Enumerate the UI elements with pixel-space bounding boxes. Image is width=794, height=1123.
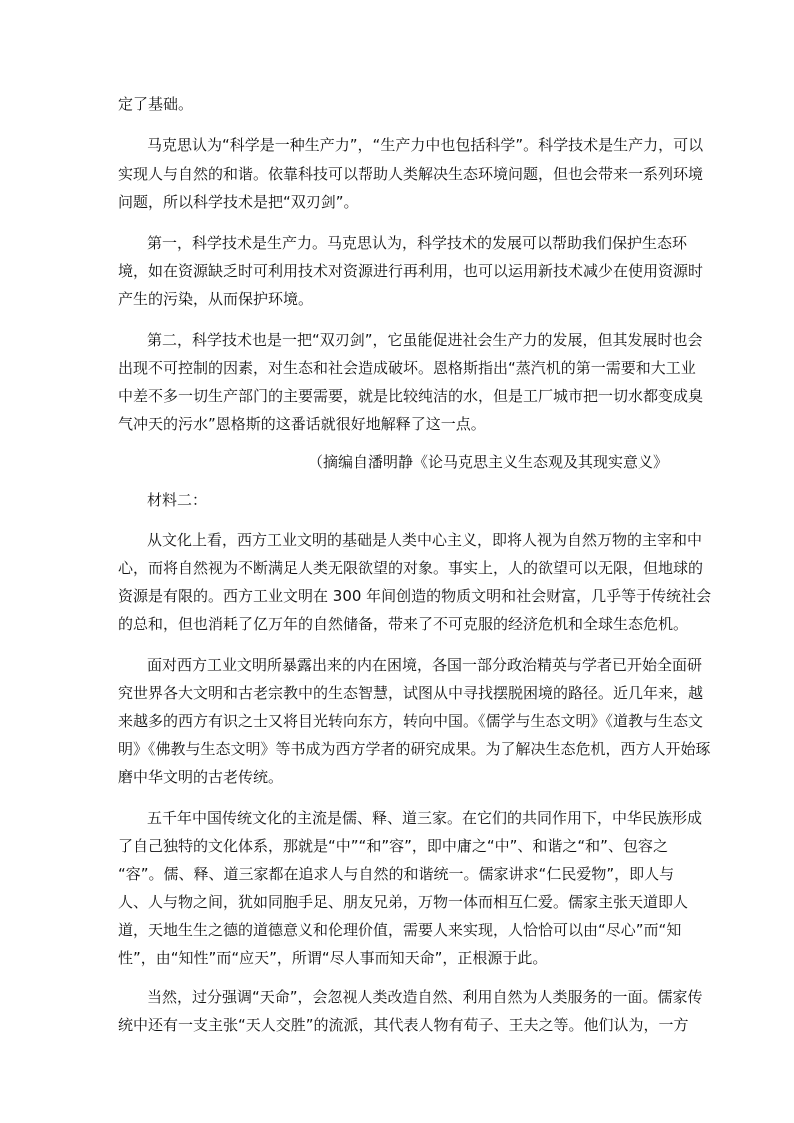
text-line: 气冲天的污水”恩格斯的这番话就很好地解释了这一点。: [118, 415, 486, 433]
text-line: 磨中华文明的古老传统。: [118, 768, 284, 786]
text-line: 中差不多一切生产部门的主要需要，就是比较纯洁的水，但是工厂城市把一切水都变成臭: [118, 387, 704, 405]
text-line: 实现人与自然的和谐。依靠科技可以帮助人类解决生态环境问题，但也会带来一系列环境: [118, 165, 704, 183]
text-line: 出现不可控制的因素，对生态和社会造成破坏。恩格斯指出“蒸汽机的第一需要和大工业: [118, 359, 696, 377]
text-line: 面对西方工业文明所暴露出来的内在困境，各国一部分政治精英与学者已开始全面研: [147, 656, 703, 674]
text-line: 了自己独特的文化体系，那就是“中”“和”容”，即中庸之“中”、和谐之“和”、包容之: [118, 837, 668, 855]
text-line: 心，而将自然视为不断满足人类无限欲望的对象。事实上，人的欲望可以无限，但地球的: [118, 559, 704, 577]
text-line: 性”，由“知性”而“应天”，所谓“尽人事而知天命”，正根源于此。: [118, 949, 548, 967]
text-line: 明》《佛教与生态文明》等书成为西方学者的研究成果。为了解决生态危机，西方人开始琢: [118, 740, 711, 758]
text-line: 的总和，但也消耗了亿万年的自然储备，带来了不可克服的经济危机和全球生态危机。: [118, 615, 689, 633]
text-line: 产生的污染，从而保护环境。: [118, 290, 314, 308]
text-line: 定了基础。: [118, 95, 194, 113]
text-line: 来越多的西方有识之士又将目光转向东方，转向中国。《儒学与生态文明》《道教与生态文: [118, 712, 704, 730]
text-line: 从文化上看，西方工业文明的基础是人类中心主义，即将人视为自然万物的主宰和中: [147, 531, 703, 549]
citation: （摘编自潘明静《论马克思主义生态观及其现实意义》: [307, 453, 668, 471]
section-heading: 材料二：: [147, 491, 208, 509]
text-line: 当然，过分强调“天命”，会忽视人类改造自然、利用自然为人类服务的一面。儒家传: [147, 988, 703, 1006]
text-line: 统中还有一支主张“天人交胜”的流派，其代表人物有荀子、王夫之等。他们认为，一方: [118, 1016, 689, 1034]
text-line: 马克思认为“科学是一种生产力”，“生产力中也包括科学”。科学技术是生产力，可以: [147, 136, 704, 154]
text-line: 问题，所以科学技术是把“双刃剑”。: [118, 193, 359, 211]
text-line: 第一，科学技术是生产力。马克思认为，科学技术的发展可以帮助我们保护生态环: [147, 234, 688, 252]
text-line: “容”。儒、释、道三家都在追求人与自然的和谐统一。儒家讲求“仁民爱物”，即人与: [118, 865, 675, 883]
text-line: 第二，科学技术也是一把“双刃剑”，它虽能促进社会生产力的发展，但其发展时也会: [147, 331, 703, 349]
text-line: 境，如在资源缺乏时可利用技术对资源进行再利用，也可以运用新技术减少在使用资源时: [118, 262, 704, 280]
text-line: 五千年中国传统文化的主流是儒、释、道三家。在它们的共同作用下，中华民族形成: [147, 809, 703, 827]
text-line: 资源是有限的。西方工业文明在 300 年间创造的物质文明和社会财富，几乎等于传统社会: [118, 587, 712, 605]
text-line: 究世界各大文明和古老宗教中的生态智慧，试图从中寻找摆脱困境的路径。近几年来，越: [118, 684, 704, 702]
text-line: 道，天地生生之德的道德意义和伦理价值，需要人来实现，人恰恰可以由“尽心”而“知: [118, 921, 682, 939]
text-line: 人、人与物之间，犹如同胞手足、朋友兄弟，万物一体而相互仁爱。儒家主张天道即人: [118, 893, 689, 911]
